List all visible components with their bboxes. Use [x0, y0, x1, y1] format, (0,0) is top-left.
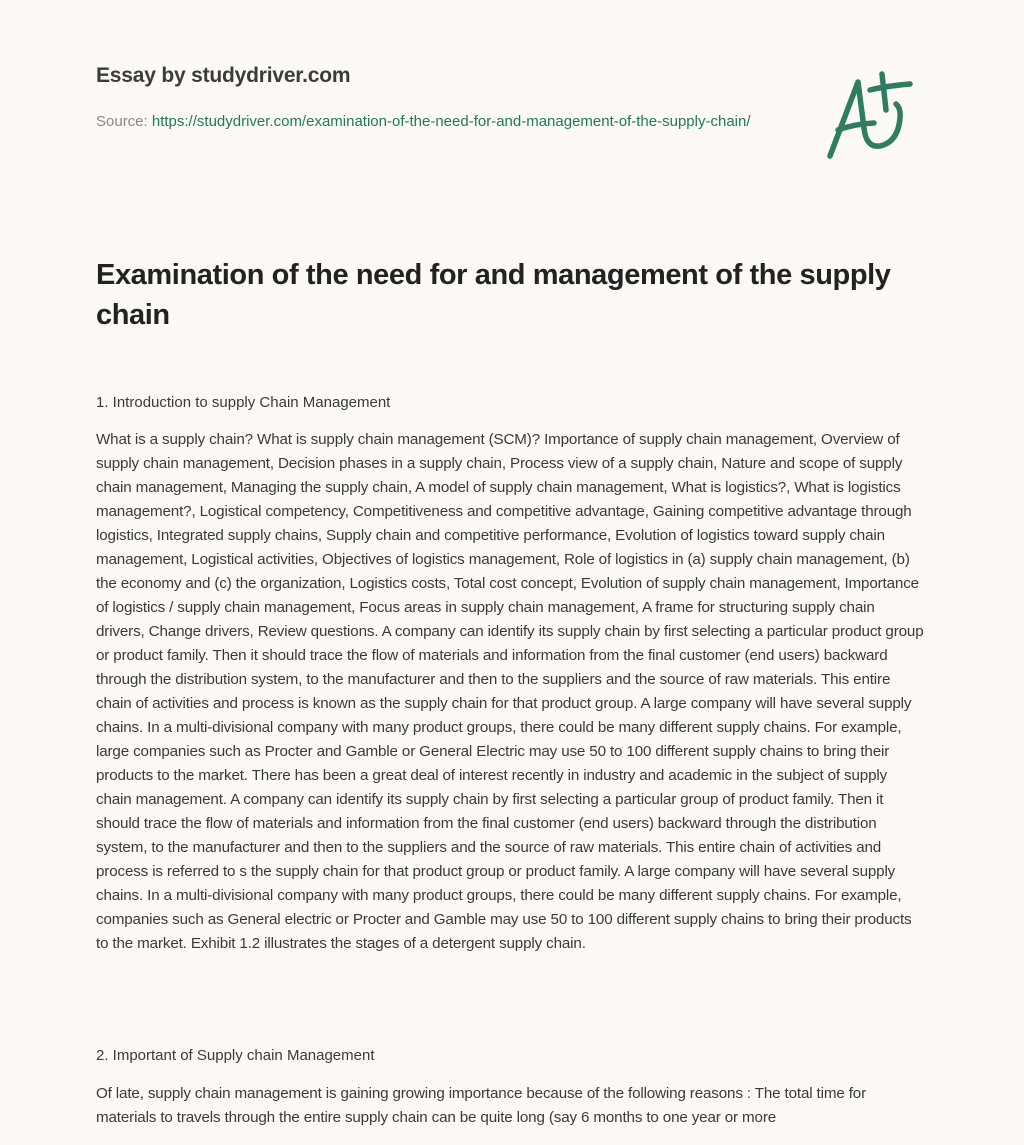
source-link[interactable]: https://studydriver.com/examination-of-the-need-for-and-management-of-the-supply-chain/: [151, 113, 751, 130]
brand-title: Essay by studydriver.com: [96, 64, 351, 87]
section-heading-importance: 2. Important of Supply chain Management: [96, 1047, 375, 1064]
essay-title: Examination of the need for and management of the supply chain: [96, 259, 891, 331]
section-heading-introduction: 1. Introduction to supply Chain Management: [96, 394, 391, 411]
source-label: Source:: [96, 113, 152, 130]
source-line: [96, 110, 756, 134]
a-plus-grade-icon: [824, 68, 924, 164]
section-paragraph-importance: Of late, supply chain management is gaining growing importance because of the following reasons : The total time for materials to travels through the entire supply chain can be quite long (say 6 months to one year or more: [96, 1085, 866, 1126]
section-paragraph-introduction: What is a supply chain? What is supply chain management (SCM)? Importance of supply chain management, Overview of supply chain management, Decision phases in a supply chain, Process view of a supply chain, Nature and scope of supply chain management, Managing the supply chain, A model of supply chain management, What is logistics?, What is logistics management?, Logistical competency, Competitiveness and competitive advantage, Gaining competitive advantage through logistics, Integrated supply chains, Supply chain and competitive performance, Evolution of logistics toward supply chain management, Logistical activities, Objectives of logistics management, Role of logistics in (a) supply chain management, (b) the economy and (c) the organization, Logistics costs, Total cost concept, Evolution of supply chain management, Importance of logistics / supply chain management, Focus areas in supply chain management, A frame for structuring supply chain drivers, Change drivers, Review questions. A company can identify its supply chain by first selecting a particular product group or product family. Then it should trace the flow of materials and information from the final customer (end users) backward through the distribution system, to the manufacturer and then to the suppliers and the source of raw materials. This entire chain of activities and process is known as the supply chain for that product group. A large company will have several supply chains. In a multi-divisional company with many product groups, there could be many different supply chains. For example, large companies such as Procter and Gamble or General Electric may use 50 to 100 different supply chains to bring their products to the market. There has been a great deal of interest recently in industry and academic in the subject of supply chain management. A company can identify its supply chain by first selecting a particular group of product family. Then it should trace the flow of materials and information from the final customer (end users) backward through the distribution system, to the manufacturer and then to the suppliers and the source of raw materials. This entire chain of activities and process is referred to s the supply chain for that product group or product family. A large company will have several supply chains. In a multi-divisional company with many product groups, there could be many different supply chains. For example, companies such as General electric or Procter and Gamble may use 50 to 100 different supply chains to bring their products to the market. Exhibit 1.2 illustrates the stages of a detergent supply chain.: [96, 431, 924, 952]
